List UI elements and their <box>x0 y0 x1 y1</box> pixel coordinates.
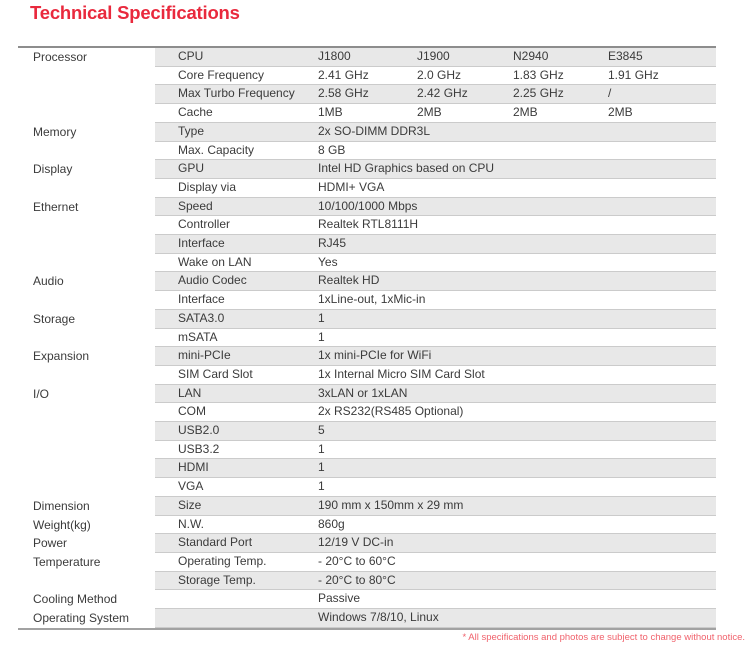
spec-label: Display via <box>178 179 237 194</box>
spec-value: 1 <box>318 441 325 456</box>
spec-value: - 20°C to 60°C <box>318 553 396 568</box>
spec-value: 1.91 GHz <box>608 67 659 82</box>
table-row <box>18 534 716 553</box>
spec-label: Max. Capacity <box>178 142 255 157</box>
row-body <box>155 534 716 553</box>
spec-value: 2.25 GHz <box>513 86 564 101</box>
row-body <box>155 347 716 366</box>
table-row <box>18 235 716 254</box>
footnote: * All specifications and photos are subject to change without notice. <box>462 632 745 643</box>
row-body <box>155 478 716 497</box>
table-row <box>18 516 716 535</box>
spec-label: Speed <box>178 198 213 213</box>
category-label: Processor <box>33 50 88 64</box>
row-body <box>155 590 716 609</box>
spec-label: LAN <box>178 385 202 400</box>
spec-value: 1x mini-PCIe for WiFi <box>318 348 432 363</box>
row-body <box>155 291 716 310</box>
spec-value: 1 <box>318 310 325 325</box>
spec-value: 1 <box>318 329 325 344</box>
spec-label: Size <box>178 497 202 512</box>
category-label <box>18 478 155 497</box>
table-row <box>18 385 716 404</box>
spec-label: SATA3.0 <box>178 310 225 325</box>
spec-label: N.W. <box>178 516 204 531</box>
row-body <box>155 497 716 516</box>
spec-value: Intel HD Graphics based on CPU <box>318 161 495 176</box>
table-row <box>18 403 716 422</box>
row-body <box>155 441 716 460</box>
table-row <box>18 179 716 198</box>
category-label <box>18 403 155 422</box>
category-label <box>18 216 155 235</box>
table-row <box>18 366 716 385</box>
category-label: Ethernet <box>33 199 79 214</box>
spec-label <box>155 609 318 627</box>
table-row <box>18 441 716 460</box>
row-body <box>155 572 716 591</box>
row-body <box>155 609 716 628</box>
spec-label <box>155 590 318 608</box>
spec-label: Storage Temp. <box>178 572 256 587</box>
category-label: I/O <box>33 386 50 401</box>
spec-label: Max Turbo Frequency <box>178 86 295 101</box>
category-label <box>18 235 155 254</box>
spec-label: Wake on LAN <box>178 254 252 269</box>
category-label: Expansion <box>33 349 90 364</box>
category-label: Operating System <box>33 611 130 626</box>
table-row <box>18 478 716 497</box>
spec-label: mSATA <box>178 329 218 344</box>
spec-label: Core Frequency <box>178 67 265 82</box>
spec-table <box>18 46 716 630</box>
spec-label: COM <box>178 404 206 419</box>
spec-value: 2.58 GHz <box>318 86 369 101</box>
category-label: Temperature <box>33 554 101 569</box>
row-body <box>155 516 716 535</box>
table-row <box>18 160 716 179</box>
spec-value: 2.0 GHz <box>417 67 462 82</box>
spec-value: 1x Internal Micro SIM Card Slot <box>318 366 485 381</box>
spec-value: RJ45 <box>318 236 347 251</box>
table-row <box>18 310 716 329</box>
row-body <box>155 329 716 348</box>
category-label <box>18 179 155 198</box>
category-label: Dimension <box>33 498 90 513</box>
category-label: Power <box>33 536 68 551</box>
category-label: Cooling Method <box>33 592 118 607</box>
spec-value: N2940 <box>513 49 549 63</box>
table-row <box>18 291 716 310</box>
page-title: Technical Specifications <box>30 2 240 23</box>
spec-label: Cache <box>178 105 213 120</box>
spec-label: USB3.2 <box>178 441 220 456</box>
spec-value: 5 <box>318 423 325 438</box>
row-body <box>155 310 716 329</box>
spec-label: Audio Codec <box>178 273 247 288</box>
table-row <box>18 422 716 441</box>
spec-value: 10/100/1000 Mbps <box>318 198 418 213</box>
spec-value: 860g <box>318 516 345 531</box>
category-label: Memory <box>33 124 77 139</box>
spec-value: 1xLine-out, 1xMic-in <box>318 292 426 307</box>
table-row <box>18 48 716 67</box>
table-row <box>18 198 716 217</box>
spec-value: 2.41 GHz <box>318 67 369 82</box>
spec-value: 2MB <box>513 105 538 120</box>
table-row <box>18 590 716 609</box>
spec-value: Windows 7/8/10, Linux <box>318 610 439 625</box>
row-body <box>155 459 716 478</box>
row-body <box>155 553 716 572</box>
table-row <box>18 67 716 86</box>
category-label <box>18 85 155 104</box>
row-body <box>155 104 716 123</box>
row-body <box>155 272 716 291</box>
category-label <box>18 572 155 591</box>
row-body <box>155 366 716 385</box>
category-label <box>18 254 155 273</box>
table-row <box>18 272 716 291</box>
row-body <box>155 254 716 273</box>
row-body <box>155 403 716 422</box>
category-label: Audio <box>33 274 64 289</box>
table-row <box>18 329 716 348</box>
category-label <box>18 142 155 161</box>
spec-value: Yes <box>318 254 338 269</box>
table-row <box>18 254 716 273</box>
row-body <box>155 235 716 254</box>
row-body <box>155 422 716 441</box>
spec-value: Passive <box>318 591 361 606</box>
spec-label: Type <box>178 123 205 138</box>
table-row <box>18 459 716 478</box>
spec-value: 1 <box>318 479 325 494</box>
spec-value: 2.42 GHz <box>417 86 468 101</box>
category-label <box>18 67 155 86</box>
row-body <box>155 67 716 86</box>
spec-value: J1900 <box>417 49 450 63</box>
spec-value: - 20°C to 80°C <box>318 572 396 587</box>
spec-label: Standard Port <box>178 535 253 550</box>
category-label <box>18 329 155 348</box>
table-row <box>18 347 716 366</box>
category-label: Storage <box>33 311 76 326</box>
spec-label: Interface <box>178 292 225 307</box>
spec-label: mini-PCIe <box>178 348 231 363</box>
spec-value: E3845 <box>608 49 643 63</box>
table-row <box>18 572 716 591</box>
spec-value: / <box>608 86 612 101</box>
spec-value: 2x RS232(RS485 Optional) <box>318 404 464 419</box>
table-row <box>18 497 716 516</box>
spec-label: Interface <box>178 236 225 251</box>
spec-label: Operating Temp. <box>178 553 267 568</box>
category-label <box>18 291 155 310</box>
spec-label: GPU <box>178 161 205 176</box>
row-body <box>155 198 716 217</box>
row-body <box>155 385 716 404</box>
table-row <box>18 85 716 104</box>
spec-value: J1800 <box>318 49 351 63</box>
category-label <box>18 104 155 123</box>
row-body <box>155 179 716 198</box>
spec-value: 8 GB <box>318 142 346 157</box>
spec-value: 1 <box>318 460 325 475</box>
row-body <box>155 85 716 104</box>
spec-label: Controller <box>178 217 231 232</box>
spec-value: 190 mm x 150mm x 29 mm <box>318 497 464 512</box>
category-label <box>18 366 155 385</box>
spec-value: 1MB <box>318 105 343 120</box>
table-row <box>18 142 716 161</box>
table-row <box>18 123 716 142</box>
row-body <box>155 142 716 161</box>
table-row <box>18 216 716 235</box>
spec-label: SIM Card Slot <box>178 366 253 381</box>
spec-value: 2MB <box>417 105 442 120</box>
table-row <box>18 553 716 572</box>
spec-value: HDMI+ VGA <box>318 179 385 194</box>
row-body <box>155 160 716 179</box>
category-label: Weight(kg) <box>33 517 91 532</box>
spec-label: HDMI <box>178 460 209 475</box>
row-body <box>155 216 716 235</box>
spec-label: CPU <box>178 49 204 63</box>
spec-value: 3xLAN or 1xLAN <box>318 385 408 400</box>
spec-value: 2MB <box>608 105 633 120</box>
category-label: Display <box>33 162 73 177</box>
spec-value: Realtek HD <box>318 273 380 288</box>
table-row <box>18 609 716 628</box>
spec-value: 2x SO-DIMM DDR3L <box>318 123 431 138</box>
category-label <box>18 441 155 460</box>
table-row <box>18 104 716 123</box>
category-label <box>18 422 155 441</box>
spec-value: 1.83 GHz <box>513 67 564 82</box>
spec-label: VGA <box>178 479 204 494</box>
row-body <box>155 48 716 67</box>
category-label <box>18 459 155 478</box>
row-body <box>155 123 716 142</box>
spec-value: 12/19 V DC-in <box>318 535 394 550</box>
spec-value: Realtek RTL8111H <box>318 217 419 232</box>
spec-label: USB2.0 <box>178 423 220 438</box>
